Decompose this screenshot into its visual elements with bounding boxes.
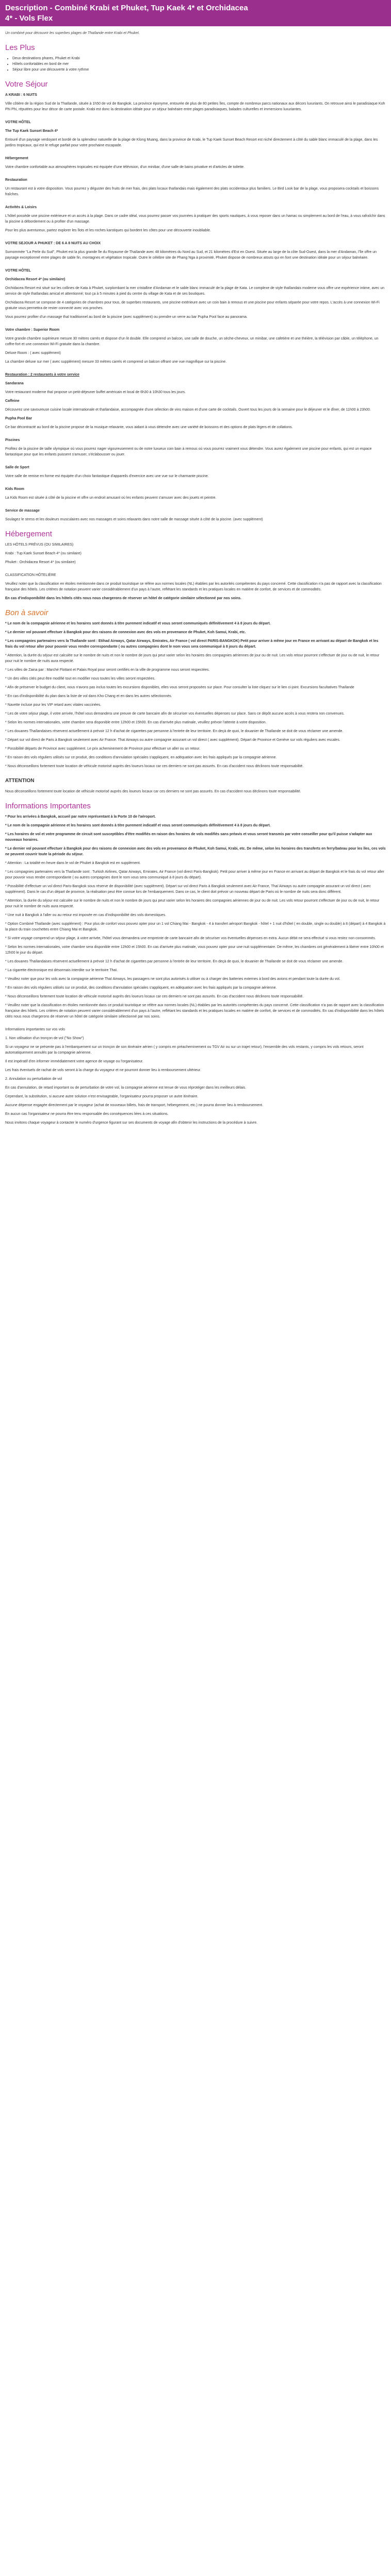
chambre-heading: Votre chambre : Superior Room bbox=[5, 328, 60, 332]
main-content bbox=[0, 30, 391, 1126]
piscines-text: Profitez de la piscine de taille olympique où vous pourrez nager vigoureusement ou de notre luxueux coin bain à remous où vous pourrez vraiment vous détendre. Vous aurez également une piscine pour enfants, qui est un espace fantastique pour que les enfants puissent s'amuser, s'éclabousser ou jouer. bbox=[5, 447, 372, 456]
hotel-krabi-heading: VOTRE HÔTEL bbox=[5, 121, 31, 124]
bon-text: * Les douanes Thaïlandaises réservent actuellement à prévoir 12 h d'achat de cigarettes par personne à l'entrée de leur territoire. En deçà de quoi, le douanier de Thaïlande se doit de vous réclamer une amende. bbox=[5, 730, 344, 733]
pupha-text: Ce bar décontracté au bord de la piscine propose de la musique relaxante, vous aidant à vous détendre avec une variété de boissons et des options de plats légers et de collations. bbox=[5, 426, 293, 429]
bon-text: * Un des villes cités peut être modifié tout en modifier nous toutes les villes seront respectées. bbox=[5, 677, 156, 681]
info-text: 2. Annulation ou perturbation de vol bbox=[5, 1077, 62, 1081]
hotels-line: Krabi : Tup Kaek Sunset Beach 4* (ou similaire) bbox=[5, 552, 82, 555]
info-text: * Si votre voyage comprend un séjour plage, à votre arrivée, l'hôtel vous demandera une empreinte de carte bancaire afin de sécuriser vos éventuelles dépenses en extra. Aucun débit ne sera effectué si vous restez non consommés. bbox=[5, 937, 376, 940]
hotel-phuket-text-3: Vous pourrez profiter d'un massage thaï traditionnel au bord de la piscine (avec supplément) ou prendre un verre au bar Pupha Pool face au panorama. bbox=[5, 315, 248, 319]
hotel-krabi-name: The Tup Kaek Sunset Beach 4* bbox=[5, 129, 58, 133]
info-text: * Pour les arrivées à Bangkok, accueil par notre représentant à la Porte 10 de l'aéroport. bbox=[5, 815, 156, 819]
restauration-text: Un restaurant est à votre disposition. Vous pourrez y déguster des fruits de mer frais, des plats locaux thaïlandais mais également des plats occidentaux plus familiers. Le Bird Look bar de la plage, vous proposera cocktails et boissons fraîches. bbox=[5, 187, 379, 196]
info-text: * En raison des vols réguliers utilisés sur ce produit, des conditions d'annulation spéciales s'appliquent, en adéquation avec les frais appliqués par la compagnie aérienne. bbox=[5, 986, 277, 990]
classif-text: Veuillez noter que la classification en étoiles mentionnée dans ce produit touristique se réfère aux normes locales (NL) établies par les autorités compétentes du pays concerné. Cette classification n'a pas de rapport avec la classification française des hôtels. Les critères de notation peuvent varier considérablement d'un pays à l'autre, reflétant les standards et les pratiques locales en matière de confort, de services et de commodités. bbox=[5, 582, 382, 591]
info-text: Cependant, la substitution, si aucune autre solution n'est envisageable, l'organisateur pourra proposer un autre itinéraire. bbox=[5, 1095, 199, 1098]
bon-text: * Navette incluse pour les VIP retard avec vitales vaccinées. bbox=[5, 703, 102, 707]
bon-text: * Les villes de Zaina par : Marché Flottant et Palais Royal pour seront certifiés en la ville de programme nous seront respectées. bbox=[5, 668, 210, 672]
hotels-line: Phuket : Orchidacea Resort 4* (ou similaire) bbox=[5, 561, 76, 564]
hotels-line: LES HÔTELS PRÉVUS (OU SIMILAIRES) bbox=[5, 543, 74, 547]
info-text: Nous invitons chaque voyageur à contacter le numéro d'urgence figurant sur ses documents de voyage afin d'obtenir les instructions de la procédure à suivre. bbox=[5, 1121, 258, 1125]
hebergement-heading: Hébergement bbox=[5, 157, 28, 160]
hotel-phuket-text-2: Orchidacea Resort se compose de 4 catégories de chambres pour tous, de superbes restaurants, une piscine extérieure avec un coin bain à remous et une piscine pour enfants séparée pour votre repos. L'accès à une connexion Wi-Fi gratuite vous permettra de rester connecté avec vos proches. bbox=[5, 301, 380, 310]
section-title-hebergement: Hébergement bbox=[5, 530, 52, 538]
bon-text: * Le dernier vol pouvant effectuer à Bangkok pour des raisons de connexion avec des vols en provenance de Phuket, Koh Samui, Krabi, etc. bbox=[5, 631, 246, 634]
chambre-deluxe-heading: Deluxe Room : ( avec supplément) bbox=[5, 351, 61, 355]
list-item: • Deux destinations phares, Phuket et Krabi bbox=[12, 56, 386, 61]
plus-list bbox=[5, 56, 386, 73]
info-text: * Les douanes Thaïlandaises réservent actuellement à prévoir 12 h d'achat de cigarettes par personne à l'entrée de leur territoire. En deçà de quoi, le douanier de Thaïlande se doit de vous réclamer une amende. bbox=[5, 960, 344, 963]
phuket-heading: VOTRE SEJOUR A PHUKET : DE 6 A 8 NUITS AU CHOIX bbox=[5, 242, 101, 245]
info-text: * Le nom de la compagnie aérienne et les horaires sont donnés à titre purement indicatif et vous seront communiqués définitivement 4 à 8 jours du départ. bbox=[5, 824, 271, 827]
massage-heading: Service de massage bbox=[5, 509, 40, 513]
info-text: * Le dernier vol pouvant effectuer à Bangkok pour des raisons de connexion avec des vols en provenance de Phuket, Koh Samui, Krabi, etc. De même, selon les horaires des transferts en ferry/bateau pour les îles, ces vols ne peuvent couvrir toute la période du séjour. bbox=[5, 847, 386, 856]
bon-text: * Les compagnies partenaires vers la Thaïlande sont : Etihad Airways, Qatar Airways, Emirates, Air France ( vol direct PARIS-BANGKOK) Petit pour arriver à même jour en France en arrivant au départ de Bangkok et les frais du vol retour aller pour pouvoir vous rendre correspondante ( ou autres compagnies dont le nom vous sera communiqué à 8 jours du départ. bbox=[5, 639, 379, 649]
classif-heading: CLASSIFICATION HÔTELIÈRE bbox=[5, 573, 56, 577]
page-title-line-1: Description - Combiné Krabi et Phuket, Tup Kaek 4* et Orchidacea bbox=[5, 4, 248, 12]
info-text: Il est impératif d'en informer immédiatement votre agence de voyage ou l'organisateur. bbox=[5, 1060, 143, 1063]
info-text: * La cigarette électronique est désormais interdite sur le territoire Thaï. bbox=[5, 969, 118, 972]
krabi-heading: A KRABI : 6 NUITS bbox=[5, 93, 37, 97]
info-text: * Veuillez noter que pour les vols avec la compagnie aérienne Thaï Airways, les passagers ne sont plus autorisés à utiliser ou à charger des batteries externes à bord des avions et pendant toute la durée du vol. bbox=[5, 977, 340, 981]
restauration2-heading: Restauration : 2 restaurants à votre service bbox=[5, 373, 79, 377]
chambre-text: Votre grande chambre supérieure mesure 30 mètres carrés et dispose d'un lit double. Elle comprend un balcon, une salle de douche, un sèche-cheveux, un minibar, une cafetière et une théière, la télévision par câble, un téléphone, un coffre-fort et une connexion Wi-Fi gratuite dans la chambre. bbox=[5, 337, 379, 346]
pupha-heading: Pupha Pool Bar bbox=[5, 417, 32, 420]
hebergement-text: Votre chambre confortable aux atmosphères tropicales est équipée d'une télévision, d'un minibar, d'une salle de bains privative et d'articles de toilette. bbox=[5, 165, 245, 169]
activites-text-1: L'hôtel possède une piscine extérieure et un accès à la plage. Dans ce cadre idéal, vous pourrez passer vos journées à pratiquer des sports nautiques, à vous reposer dans un hamac ou simplement au bord de l'eau, à vous rafraîchir dans la piscine à débordement ou à profiter d'un massage. bbox=[5, 214, 385, 224]
section-title-bon-a-savoir: Bon à savoir bbox=[5, 608, 48, 617]
info-text: En cas d'annulation, de retard important ou de perturbation de votre vol, la compagnie aérienne est tenue de vous réprotéger dans les meilleurs délais. bbox=[5, 1086, 247, 1090]
info-text: * Attention, la durée du séjour est calculée sur le nombre de nuits et non le nombre de jours qui peut varier selon les horaires des compagnies aériennes de jour ou de nuit. Les vols retour pourront s'effectuer de jour ou de nuit, le retour pour nuit le nombre de nuits aura respecté. bbox=[5, 899, 380, 908]
bon-text: * En raison des vols réguliers utilisés sur ce produit, des conditions d'annulation spéciales s'appliquent, en adéquation avec les frais appliqués par la compagnie aérienne. bbox=[5, 756, 277, 759]
title-banner bbox=[0, 0, 391, 26]
list-item: • Séjour libre pour une découverte à votre rythme bbox=[12, 67, 386, 73]
info-text: 1. Non utilisation d'un tronçon de vol ("No Show") bbox=[5, 1037, 84, 1040]
kids-text: La Kids Room est située à côté de la piscine et offre un endroit amusant où les enfants peuvent s'amuser avec des jouets et peintre. bbox=[5, 496, 217, 500]
page bbox=[0, 0, 391, 1126]
salle-text: Votre salle de remise en forme est équipée d'un choix fantastique d'appareils d'exercice avec une vue sur le charmante piscine. bbox=[5, 474, 209, 478]
info-text: * Attention : La totalité en heure dans le vol de Phuket à Bangkok est en supplément. bbox=[5, 861, 141, 865]
bon-text: * Départ sur vol direct de Paris à Bangkok seulement avec Air France. Thaï Airways ou autre compagnie assurant un vol direct ( avec supplément). Départ de Province et Genève sur vols réguliers avec escales. bbox=[5, 738, 340, 742]
piscines-heading: Piscines bbox=[5, 438, 20, 442]
info-text: En aucun cas l'organisateur ne pourra être tenu responsable des conséquences liées à ces situations. bbox=[5, 1112, 169, 1116]
info-text: * Possibilité d'effectuer un vol direct Paris-Bangkok sous réserve de disponibilité (avec supplément). Départ sur vol direct Paris à Bangkok seulement avec Air France, Thaï Airways ou autre compagnie assurant un vol direct ( avec supplément). Dans le cas d'un départ de province, la réalisation peut être connue lors de l'embarquement. Dans ce cas, le client doit prévoir un nouveau départ de Paris où le nombre de nuits sera donc différent. bbox=[5, 885, 371, 894]
bon-text: * Possibilité départs de Province avec supplément. Le prix acheminement de Province pour effectuer un aller ou un retour. bbox=[5, 747, 201, 751]
activites-heading: Activités & Loisirs bbox=[5, 206, 37, 209]
section-title-infos: Informations Importantes bbox=[5, 802, 91, 810]
hotel-phuket-name: Orchidacea Resort 4* (ou similaire) bbox=[5, 278, 66, 281]
salle-heading: Salle de Sport bbox=[5, 466, 29, 469]
info-text: * Une nuit à Bangkok à l'aller ou au retour est imposée en cas d'indisponibilité des vols domestiques. bbox=[5, 913, 167, 917]
info-text: * Veuillez noter que la classification en étoiles mentionnée dans ce produit touristique se réfère aux normes locales (NL) établies par les autorités compétentes du pays concerné. Cette classification n'a pas de rapport avec la classification française des hôtels. Les critères de notation peuvent varier considérablement d'un pays à l'autre, reflétant les standards et les pratiques locales en matière de confort, de services et de commodités. En cas d'indisponibilité dans les hôtels cités nous nous chargerons de réserver un hôtel de catégorie similaire sélectionné par nos soins. bbox=[5, 1004, 384, 1019]
intro-text: Un combiné pour découvrir les superbes plages de Thaïlande entre Krabi et Phuket. bbox=[5, 31, 140, 35]
hotel-phuket-text-1: Orchidacea Resort est situé sur les collines de Kata à Phuket, surplombant la mer cristalline d'Andaman et le sable blanc immaculé de la plage de Kata. Le complexe de style thaïlandais moderne vous offre une expérience intime, avec un service de style thaïlandais amical et attentionné; tout ça à 5 minutes à pied du centre du village de Kata et de ses boutiques. bbox=[5, 286, 385, 296]
list-item: • Hôtels confortables en bord de mer bbox=[12, 61, 386, 67]
bon-text: * Les de votre séjour plage, il votre arrivée, l'hôtel vous demandera une preuve de carte bancaire afin de sécuriser vos éventuelles dépenses sur place. Sans ce dépôt aucune accès à vous restera non convenues. bbox=[5, 712, 345, 716]
sandarana-heading: Sandarana bbox=[5, 382, 24, 385]
bon-text: * Selon les normes internationales, votre chambre sera disponible entre 12h00 et 15h00. En cas d'arrivée plus matinale, veuillez prévoir l'attente à votre disposition. bbox=[5, 721, 267, 724]
kids-heading: Kids Room bbox=[5, 487, 24, 491]
info-text: * Nous déconseillons fortement toute location de véhicule motorisé auprès des loueurs locaux car ces derniers ne sont pas assurés. En cas d'accident nous déclinons toute responsabilité. bbox=[5, 995, 304, 998]
classif-note: En cas d'indisponibilité dans les hôtels cités nous nous chargerons de réserver un hôtel de catégorie similaire sélectionné par nos soins. bbox=[5, 597, 241, 600]
hotel-krabi-text: Entouré d'un paysage verdoyant et bordé de la splendeur naturelle de la plage de Klong Muang, dans la province de Krabi, le Tup Kaek Sunset Beach Resort est niché directement à côté du sable blanc immaculé de la plage, dans les jardins tropicaux, qui est le refuge parfait pour votre prochaine escapade. bbox=[5, 138, 378, 147]
section-title-sejour: Votre Séjour bbox=[5, 80, 48, 89]
caffeine-text: Découvrez une savoureuse cuisine locale internationale et thaïlandaise, accompagnée d'une sélection de vins maison et d'une carte de cocktails. Ouvert tous les jours de la semaine pour le déjeuner et le dîner, de 11h00 à 23h00. bbox=[5, 408, 371, 412]
activites-text-2: Pour les plus aventureux, partez explorer les îlots et les roches karstiques qui bordent les côtes pour une découverte inoubliable. bbox=[5, 229, 211, 232]
phuket-text: Surnommée "La Perle du Sud", Phuket est la plus grande île du Royaume de Thaïlande avec 48 kilomètres du Nord au Sud, et 21 kilomètres d'Est en Ouest. Située au large de la côte Sud-Ouest, dans la mer d'Andaman, l'île offre un paysage exceptionnel entre plages de sable fin, montagnes et végétation tropicale. Outre le célèbre site de Phang Nga à proximité, Phuket dispose de nombreux atouts qui en font une destination idéale pour un séjour balnéaire. bbox=[5, 250, 377, 260]
attention-text: Nous déconseillons fortement toute location de véhicule motorisé auprès des loueurs locaux car ces derniers ne sont pas assurés. En cas d'accident nous déclinons toute responsabilité. bbox=[5, 790, 301, 793]
info-text: Aucune dépense engagée directement par le voyageur (achat de nouveaux billets, frais de transport, hébergement, etc.) ne pourra donner lieu à remboursement. bbox=[5, 1104, 264, 1107]
bon-text: * Attention, la durée du séjour est calculée sur le nombre de nuits et non le nombre de jours qui peut varier selon les horaires des compagnies aériennes de jour ou de nuit. Les vols retour pourront s'effectuer de jour ou de nuit, le retour pour nuit le nombre de nuits aura respecté. bbox=[5, 654, 380, 663]
bon-text: * Nous déconseillons fortement toute location de véhicule motorisé auprès des loueurs locaux car ces derniers ne sont pas assurés. En cas d'accident nous déclinons toute responsabilité. bbox=[5, 765, 304, 768]
hotel-phuket-heading: VOTRE HÔTEL bbox=[5, 269, 31, 273]
restauration-heading: Restauration bbox=[5, 178, 27, 182]
bon-text: * En cas d'indisponibilité du plan dans la liste de vol dans Kho Chang et en dans les autres sélectionnés. bbox=[5, 694, 172, 698]
bon-text: * Afin de préserver le budget du client, nous n'avons pas inclus toutes les excursions disponibles, elles vous seront proposées sur place. Pour consulter la liste cliquez sur le lien ci-joint. Excursions facultatives Thaïlande bbox=[5, 686, 354, 689]
info-text: * Les horaires de vol et votre programme de circuit sont susceptibles d'être modifiés en raison des horaires de vols modifiés sans préavis et vous seront transmis par votre conseiller pour qu'il puisse s'adapter aux nouveaux horaires. bbox=[5, 833, 372, 842]
info-text: Les frais éventuels de rachat de vols seront à la charge du voyageur et ne pourront donner lieu à remboursement ultérieur. bbox=[5, 1069, 201, 1072]
krabi-text: Ville côtière de la région Sud de la Thaïlande, située à 1h50 de vol de Bangkok. La province éponyme, entourée de plus de 80 petites îles, compte de nombreux parcs nationaux aux décors luxuriants. On retrouve ainsi le paradisiaque Koh Phi Phi, réputées pour leur décor de carte postale. Krabi est donc la destination idéale pour un séjour balnéaire entre plages paradisiaques, balades culturelles et immersions luxuriantes. bbox=[5, 102, 385, 111]
section-title-attention: ATTENTION bbox=[5, 778, 35, 784]
page-title-line-2: 4* - Vols Flex bbox=[5, 14, 53, 23]
section-title-plus: Les Plus bbox=[5, 43, 35, 52]
sandarana-text: Votre restaurant moderne thaï propose un petit-déjeuner buffet américain et local de 6h30 à 10h30 tous les jours. bbox=[5, 391, 186, 394]
chambre-deluxe-text: La chambre deluxe sur mer ( avec supplément) mesure 33 mètres carrés et comprend un balcon offrant une vue magnifique sur la piscine. bbox=[5, 360, 227, 364]
massage-text: Soulagez le stress et les douleurs musculaires avec nos massages et soins relaxants dans notre salle de massage située à côté de la piscine. (avec supplément) bbox=[5, 518, 263, 521]
info-text: * Option Combiné Thaïlande (avec supplément) : Pour plus de confort vous pouvez opter pour un 1 vol Chiang Mai - Bangkok - 4 à transfert aéroport Bangkok - hôtel + 1 nuit d'hôtel ( en double, single ou double) à 8 (départ) à 4 Bangkok à la place du train couchettes entre Chiang Mai et Bangkok. bbox=[5, 922, 386, 931]
bon-text: * Le nom de la compagnie aérienne et les horaires sont donnés à titre purement indicatif et vous seront communiqués définitivement 4 à 8 jours du départ. bbox=[5, 622, 271, 625]
caffeine-heading: Caffeine bbox=[5, 399, 20, 403]
info-text: Informations importantes sur vos vols bbox=[5, 1028, 65, 1031]
info-text: Si un voyageur ne se présente pas à l'embarquement sur un tronçon de son itinéraire aérien ( y compris en préacheminement ou TGV Air ou sur un trajet retour), l'ensemble des vols restants, y compris les vols retours, seront automatiquement annulés par la compagnie aérienne. bbox=[5, 1045, 364, 1055]
info-text: * Les compagnies partenaires vers la Thaïlande sont : Turkish Airlines, Qatar Airways, Emirates, Air France (vol direct Paris-Bangkok). Petit pour arriver à même jour en France en arrivant au départ de Bangkok et le frais du vol retour aller pour pouvoir vous rendre correspondante ( ou autres compagnies dont le nom vous sera communiqué à 8 jours du départ). bbox=[5, 870, 384, 879]
info-text: * Selon les normes internationales, votre chambre sera disponible entre 12h00 et 15h00. En cas d'arrivée plus matinale, vous pouvez opter pour une nuit supplémentaire. De même, les chambres ont généralement à libérer entre 10h00 et 12h00 le jour du départ. bbox=[5, 945, 384, 955]
